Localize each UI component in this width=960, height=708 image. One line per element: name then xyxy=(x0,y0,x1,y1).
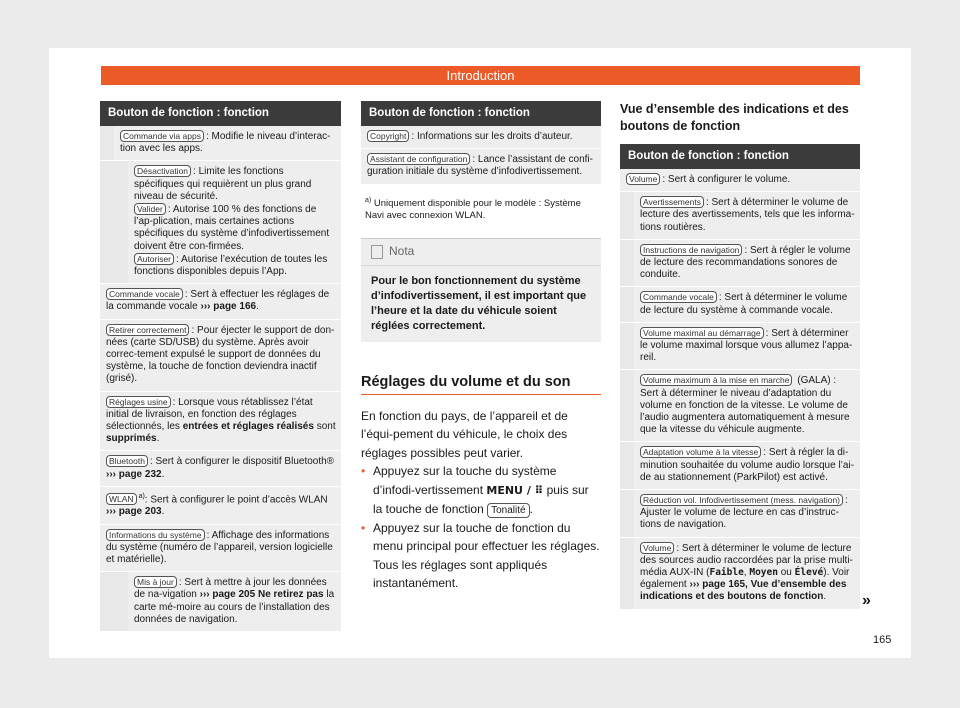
function-key: Commande via apps xyxy=(120,130,204,142)
function-key: WLAN xyxy=(106,493,137,505)
table-row: Volume maximal au démarrage : Sert à déterminer le volume maximal lorsque vous allumez l’appa-reil. xyxy=(620,323,860,371)
table-row: Désactivation : Limite les fonctions spécifiques qui requièrent un plus grand niveau de sécurité. Valider : Autorise 100 % des fonctions de l’ap-plication, mais certaines actions spécifiques du système d’infodivertissement doivent être con-firmées. Autoriser : Autorise l’exécution de toutes les fonctions disponibles depuis l’App. xyxy=(100,161,341,284)
function-key: Volume maximal au démarrage xyxy=(640,327,764,339)
table-row: Instructions de navigation : Sert à régler le volume de lecture des recommandations sonores de conduite. xyxy=(620,240,860,288)
function-key: Mis à jour xyxy=(134,576,177,588)
function-key: Désactivation xyxy=(134,165,191,177)
page-number: 165 xyxy=(873,634,892,646)
table-row: Réglages usine : Lorsque vous rétablissez l’état initial de livraison, en fonction des réglages sélectionnés, les entrées et réglages réalisés sont supprimés. xyxy=(100,392,341,452)
intro-paragraph: En fonction du pays, de l’appareil et de l’équi-pement du véhicule, le choix des réglages possibles peut varier. xyxy=(361,408,568,460)
table-row: Commande vocale : Sert à effectuer les réglages de la commande vocale ››› page 166. xyxy=(100,284,341,319)
section-title: Réglages du volume et du son xyxy=(361,376,601,395)
table-row: Commande vocale : Sert à déterminer le volume de lecture du système à commande vocale. xyxy=(620,287,860,322)
table-row: WLAN $^{a)}$: Sert à configurer le point d’accès WLAN ››› page 203. xyxy=(100,487,341,525)
function-key: Copyright xyxy=(367,130,409,142)
function-key: Autoriser xyxy=(134,253,174,265)
overview-title: Vue d’ensemble des indications et des boutons de fonction xyxy=(620,102,849,133)
note-icon xyxy=(371,245,383,259)
chapter-header: Introduction xyxy=(101,66,860,85)
function-key: Valider xyxy=(134,203,166,215)
table-row: Copyright : Informations sur les droits d’auteur. xyxy=(361,126,601,149)
function-key: Retirer correctement xyxy=(106,324,189,336)
function-key: Bluetooth xyxy=(106,455,148,467)
list-item: • Appuyez sur la touche de fonction du menu principal pour effectuer les réglages. Tous les réglages sont appliqués instantanément. xyxy=(361,520,600,591)
tonalite-key: Tonalité xyxy=(487,503,529,518)
table-row: Retirer correctement : Pour éjecter le support de don-nées (carte SD/USB) du système. Après avoir correc-tement expulsé le support de données du système, la touche de fonction deviendra inactif (grisé). xyxy=(100,320,341,392)
nota-box: Nota Pour le bon fonctionnement du système d’infodivertissement, il est important que l’heure et la date du véhicule soient réglées correctement. xyxy=(361,238,601,342)
table-row: Volume maximum à la mise en marche (GALA) : Sert à déterminer le niveau d’adaptation du volume en fonction de la vitesse. Le volume de l’audio augmentera automatiquement à mesure que la vitesse du véhicule augmente. xyxy=(620,370,860,442)
footnote: $^{a)}$ Uniquement disponible pour le modèle : Système Navi avec connexion WLAN. xyxy=(365,196,581,221)
function-key: Volume xyxy=(640,542,674,554)
table-row: Volume : Sert à déterminer le volume de lecture des sources audio raccordées par la prise multi-média AUX-IN (Faible, Moyen ou Élevé). Voir également ››› page 165, Vue d’ensemble des indications et des boutons de fonction. xyxy=(620,538,860,610)
table-row: Mis à jour : Sert à mettre à jour les données de na-vigation ››› page 205 Ne retirez pas la carte mé-moire au cours de l’installation des données de navigation. xyxy=(100,572,341,632)
function-key: Volume xyxy=(626,173,660,185)
column-2 xyxy=(361,101,601,593)
table-row: Bluetooth : Sert à configurer le dispositif Bluetooth® ››› page 232. xyxy=(100,451,341,486)
table-row: Volume : Sert à configurer le volume. xyxy=(620,169,860,192)
page-ref[interactable]: ››› page 232 xyxy=(106,468,162,480)
table-row: Informations du système : Affichage des informations du système (numéro de l’appareil, version logicielle et matérielle). xyxy=(100,525,341,573)
function-key: Instructions de navigation xyxy=(640,244,742,256)
table-row: Commande via apps : Modifie le niveau d’interac-tion avec les apps. xyxy=(100,126,341,161)
table-row: Avertissements : Sert à déterminer le volume de lecture des avertissements, tels que les informa-tions routières. xyxy=(620,192,860,240)
function-key: Assistant de configuration xyxy=(367,153,470,165)
table-row: Adaptation volume à la vitesse : Sert à régler la di-minution souhaitée du volume audio lorsque l’ai-de au stationnement (ParkPilot) est activé. xyxy=(620,442,860,490)
page-ref[interactable]: ››› page 205 xyxy=(199,589,256,601)
function-key: Informations du système xyxy=(106,529,205,541)
page-ref[interactable]: ››› page 203 xyxy=(106,506,162,518)
function-key: Volume maximum à la mise en marche xyxy=(640,374,792,386)
function-key: Réglages usine xyxy=(106,396,171,408)
list-item: • Appuyez sur la touche du système d’infodi-vertissement MENU / ⠿ puis sur la touche de fonction Tonalité . xyxy=(361,464,589,517)
function-key: Commande vocale xyxy=(640,291,717,303)
table-header: Bouton de fonction : fonction xyxy=(100,101,341,126)
table-row: Réduction vol. Infodivertissement (mess. navigation) : Ajuster le volume de lecture en cas d’instruc-tions de navigation. xyxy=(620,490,860,538)
menu-button-icon: MENU / ⠿ xyxy=(486,483,544,497)
continue-mark: » xyxy=(862,592,871,609)
function-key: Avertissements xyxy=(640,196,704,208)
function-key: Réduction vol. Infodivertissement (mess. navigation) xyxy=(640,494,843,506)
function-key: Adaptation volume à la vitesse xyxy=(640,446,761,458)
column-3 xyxy=(620,101,860,610)
table-header: Bouton de fonction : fonction xyxy=(361,101,601,126)
column-1 xyxy=(100,101,341,632)
page-ref[interactable]: ››› page 166 xyxy=(200,301,257,313)
table-row: Assistant de configuration : Lance l’assistant de confi-guration initiale du système d’infodivertissement. xyxy=(361,149,601,184)
table-header: Bouton de fonction : fonction xyxy=(620,144,860,169)
page-ref[interactable]: ››› page 165, Vue d’ensemble des indications et des boutons de fonction xyxy=(640,579,847,603)
function-key: Commande vocale xyxy=(106,288,183,300)
